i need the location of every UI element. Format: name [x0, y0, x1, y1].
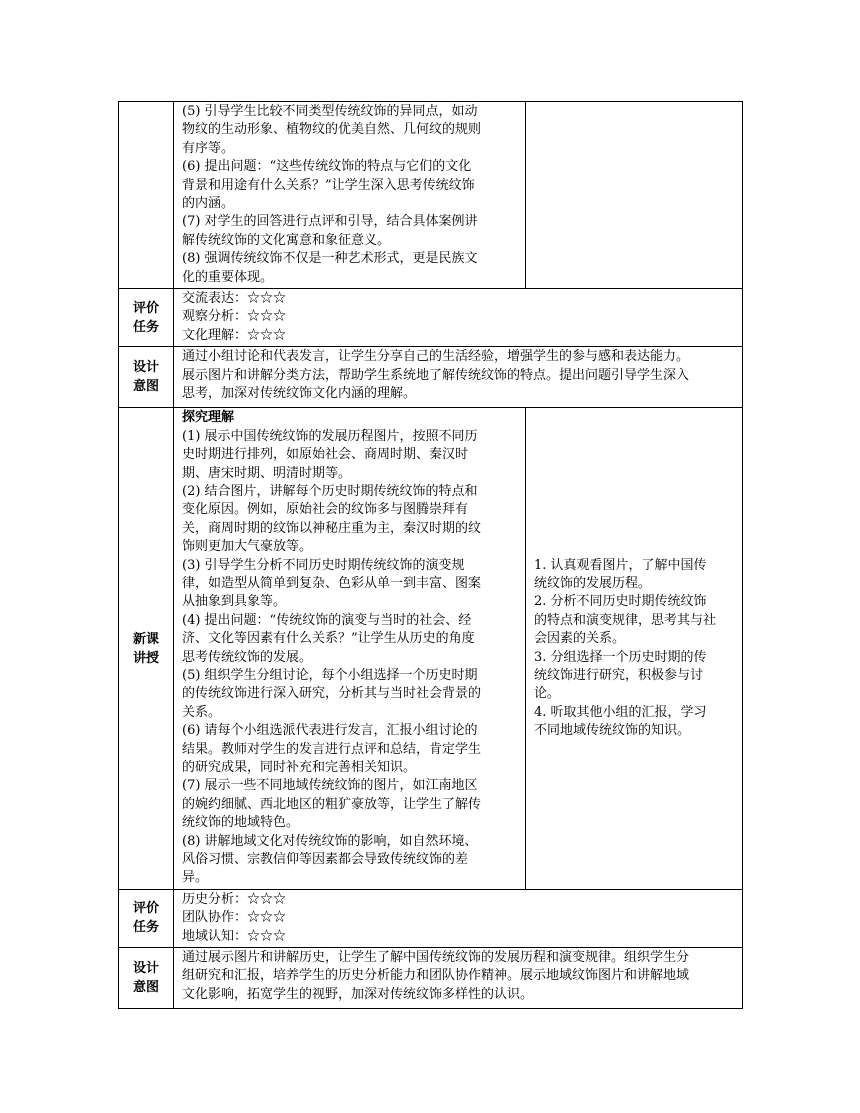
- student-activity-line: 统纹饰的发展历程。: [534, 575, 652, 591]
- lesson-plan-table: [118, 101, 743, 1009]
- teacher-activity-line: (7) 展示一些不同地域传统纹饰的图片，如江南地区: [182, 778, 478, 794]
- teacher-activity-line: 饰则更加大气豪放等。: [182, 539, 313, 555]
- evaluation-label: 评价 任务: [119, 289, 174, 347]
- teacher-activity-line: 的研究成果，同时补充和完善相关知识。: [182, 760, 417, 775]
- teacher-activity-line: 济、文化等因素有什么关系？”让学生从历史的角度: [182, 631, 475, 647]
- teacher-activity-line: 变化原因。例如，原始社会的纹饰多与图腾崇拜有: [182, 502, 469, 518]
- evaluation-items-cell: [174, 289, 743, 347]
- teacher-activity-row-continued: [119, 102, 743, 289]
- teacher-activity-line: 律，如造型从简单到复杂、色彩从单一到丰富、图案: [182, 575, 482, 591]
- student-activity-line: 4. 听取其他小组的汇报，学习: [534, 704, 707, 720]
- teacher-activity-line: (1) 展示中国传统纹饰的发展历程图片，按照不同历: [182, 428, 478, 444]
- teacher-activity-line: (3) 引导学生分析不同历史时期传统纹饰的演变规: [182, 557, 465, 573]
- design-intent-text: 通过小组讨论和代表发言，让学生分享自己的生活经验，增强学生的参与感和表达能力。 展示图片和讲解分类方法，帮助学生系统地了解传统纹饰的特点。提出问题引导学生深入 思考，加深对传统纹饰文化内涵的理解。: [174, 347, 743, 408]
- design-intent-row-2: [119, 948, 743, 1009]
- evaluation-row-1: [119, 289, 743, 347]
- teacher-activity-line: 思考传统纹饰的发展。: [182, 649, 313, 665]
- teacher-activity-line: 物纹的生动形象、植物纹的优美自然、几何纹的规则: [182, 122, 482, 138]
- teacher-activity-line: (4) 提出问题：“传统纹饰的演变与当时的社会、经: [182, 612, 472, 628]
- student-activity-line: 统纹饰进行研究，积极参与讨: [534, 667, 704, 683]
- teacher-activity-line: (6) 请每个小组选派代表进行发言，汇报小组讨论的: [182, 723, 478, 739]
- teacher-activity-line: (8) 强调传统纹饰不仅是一种艺术形式，更是民族文: [182, 251, 478, 267]
- teacher-activity-line: 期、唐宋时期、明清时期等。: [182, 465, 352, 481]
- teacher-activity-line: 结果。教师对学生的发言进行点评和总结，肯定学生: [182, 741, 482, 757]
- teacher-activity-line: 的婉约细腻、西北地区的粗犷豪放等，让学生了解传: [182, 796, 482, 812]
- teacher-activity-line: 关系。: [182, 704, 222, 720]
- teacher-activity-line: 统纹饰的地域特色。: [182, 815, 300, 831]
- design-intent-text: 通过展示图片和讲解历史，让学生了解中国传统纹饰的发展历程和演变规律。组织学生分 组研究和汇报，培养学生的历史分析能力和团队协作精神。展示地域纹饰图片和讲解地域 文化影响，拓宽学生的视野，加深对传统纹饰多样性的认识。: [174, 948, 743, 1009]
- student-activity-line: 论。: [534, 686, 561, 702]
- evaluation-item: 交流表达：☆☆☆: [182, 291, 287, 307]
- teacher-activity-line: 解传统纹饰的文化寓意和象征意义。: [182, 232, 391, 248]
- teacher-activity-line: 风俗习惯、宗教信仰等因素都会导致传统纹饰的差: [182, 852, 469, 868]
- teacher-activity-line: (7) 对学生的回答进行点评和引导，结合具体案例讲: [182, 214, 478, 230]
- design-intent-row-1: [119, 347, 743, 408]
- teacher-activity-line: 关，商周时期的纹饰以神秘庄重为主，秦汉时期的纹: [182, 520, 482, 536]
- empty-label-cell: [119, 102, 174, 289]
- teacher-activity-line: 史时期进行排列，如原始社会、商周时期、秦汉时: [182, 447, 469, 463]
- teacher-activity-line: (5) 组织学生分组讨论，每个小组选择一个历史时期: [182, 667, 478, 683]
- student-activity-line: 2. 分析不同历史时期传统纹饰: [534, 594, 707, 610]
- student-activity-line: 3. 分组选择一个历史时期的传: [534, 649, 707, 665]
- teacher-activity-line: (2) 结合图片，讲解每个历史时期传统纹饰的特点和: [182, 483, 478, 499]
- teacher-activity-line: 从抽象到具象等。: [182, 594, 287, 610]
- evaluation-item: 观察分析：☆☆☆: [182, 309, 287, 325]
- new-lesson-row: [119, 408, 743, 890]
- teacher-activity-line: 的内涵。: [182, 196, 235, 212]
- student-activity-cell-empty: [526, 102, 743, 289]
- student-activity-line: 不同地域传统纹饰的知识。: [534, 723, 691, 739]
- new-lesson-student-cell: [526, 408, 743, 890]
- teacher-activity-line: (8) 讲解地域文化对传统纹饰的影响，如自然环境、: [182, 833, 478, 849]
- teacher-activity-line: 有序等。: [182, 140, 235, 156]
- new-lesson-label: 新课 讲授: [119, 408, 174, 890]
- evaluation-item: 团队协作：☆☆☆: [182, 910, 287, 926]
- teacher-activity-cell: [174, 102, 526, 289]
- evaluation-label: 评价 任务: [119, 889, 174, 947]
- section-heading: 探究理解: [182, 410, 235, 426]
- evaluation-row-2: [119, 889, 743, 947]
- student-activity-line: 会因素的关系。: [534, 631, 626, 647]
- teacher-activity-line: 的传统纹饰进行深入研究，分析其与当时社会背景的: [182, 686, 482, 702]
- evaluation-item: 历史分析：☆☆☆: [182, 891, 287, 907]
- teacher-activity-line: (5) 引导学生比较不同类型传统纹饰的异同点，如动: [182, 104, 478, 119]
- teacher-activity-line: 异。: [182, 870, 209, 886]
- teacher-activity-line: (6) 提出问题：“这些传统纹饰的特点与它们的文化: [182, 159, 472, 175]
- design-intent-label: 设计 意图: [119, 347, 174, 408]
- evaluation-item: 地域认知：☆☆☆: [182, 928, 287, 944]
- teacher-activity-line: 背景和用途有什么关系？”让学生深入思考传统纹饰: [182, 177, 475, 193]
- new-lesson-teacher-cell: [174, 408, 526, 890]
- design-intent-label: 设计 意图: [119, 948, 174, 1009]
- teacher-activity-line: 化的重要体现。: [182, 269, 274, 285]
- evaluation-items-cell: [174, 889, 743, 947]
- evaluation-item: 文化理解：☆☆☆: [182, 327, 287, 343]
- student-activity-line: 1. 认真观看图片，了解中国传: [534, 557, 707, 573]
- student-activity-line: 的特点和演变规律，思考其与社: [534, 612, 717, 628]
